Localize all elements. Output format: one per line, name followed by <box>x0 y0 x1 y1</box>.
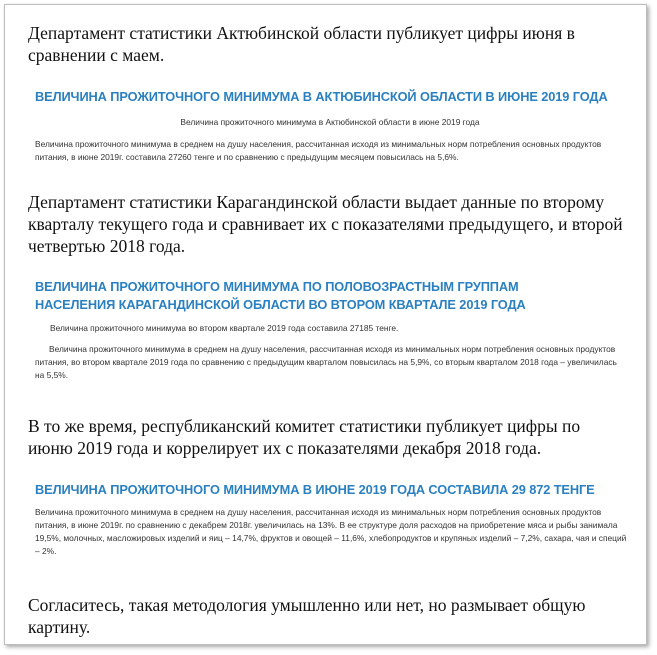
paragraph-national-intro: В то же время, республиканский комитет статистики публикует цифры по июню 2019 года и коррелирует их с показателями декабря 2018 года. <box>28 416 581 458</box>
excerpt-karaganda-heading: ВЕЛИЧИНА ПРОЖИТОЧНОГО МИНИМУМА ПО ПОЛОВОЗРАСТНЫМ ГРУППАМ НАСЕЛЕНИЯ КАРАГАНДИНСКОЙ ОБЛАСТИ ВО ВТОРОМ КВАРТАЛЕ 2019 ГОДА <box>35 279 526 312</box>
paragraph-karaganda-intro: Департамент статистики Карагандинской области выдает данные по второму кварталу текущего года и сравнивает их с показателями предыдущего, и второй четвертью 2018 года. <box>28 192 623 256</box>
excerpt-aktobe-subtitle: Величина прожиточного минимума в Актюбинской области в июне 2019 года <box>180 117 480 127</box>
excerpt-national-heading: ВЕЛИЧИНА ПРОЖИТОЧНОГО МИНИМУМА В ИЮНЕ 2019 ГОДА СОСТАВИЛА 29 872 ТЕНГЕ <box>35 482 595 497</box>
excerpt-national-body: Величина прожиточного минимума в среднем на душу населения, рассчитанная исходя из минимальных норм потребления основных продуктов питания, в июне 2019г. по сравнению с декабрем 2018г. увеличилась на 13%. В ее структуре доля расходов на приобретение мяса и рыбы занимала 19,5%, молочных, масложировых изделий и яиц – 14,7%, фруктов и овощей – 11,6%, хлебопродуктов и крупяных изделий – 7,2%, сахара, чая и специй – 2%. <box>35 507 627 556</box>
paragraph-aktobe-intro: Департамент статистики Актюбинской области публикует цифры июня в сравнении с маем. <box>28 23 575 65</box>
excerpt-aktobe-body: Величина прожиточного минимума в среднем на душу населения, рассчитанная исходя из минимальных норм потребления основных продуктов питания, в июне 2019г. составила 27260 тенге и по сравнению с предыдущим месяцем повысилась на 5,6%. <box>35 139 602 162</box>
excerpt-karaganda-body: Величина прожиточного минимума в среднем на душу населения, рассчитанная исходя из минимальных норм потребления основных продуктов питания, во втором квартале 2019 года по сравнению с предыдущим кварталом повысилась на 5,9%, со вторым кварталом 2018 года – увеличилась на 5,5%. <box>35 344 617 380</box>
excerpt-aktobe-heading: ВЕЛИЧИНА ПРОЖИТОЧНОГО МИНИМУМА В АКТЮБИНСКОЙ ОБЛАСТИ В ИЮНЕ 2019 ГОДА <box>35 89 608 104</box>
paragraph-conclusion: Согласитесь, такая методология умышленно или нет, но размывает общую картину. <box>28 595 586 637</box>
excerpt-karaganda-line1: Величина прожиточного минимума во втором квартале 2019 года составила 27185 тенге. <box>50 323 399 333</box>
